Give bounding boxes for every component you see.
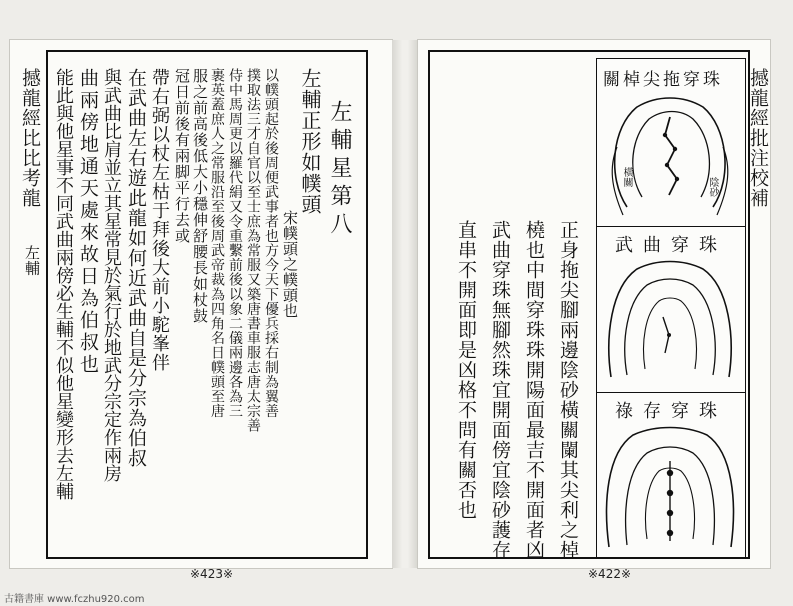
text-column-1: 左輔正形如幞頭 [298, 68, 322, 215]
text-column-6: 能此與他星事不同武曲兩傍必生輔不似他星變形去左輔 [53, 68, 74, 500]
right-edge-label: 撼龍經批注校補 [747, 68, 769, 208]
diagram-label-left: 橫關 [621, 167, 632, 187]
left-page-number: ※423※ [190, 567, 234, 581]
mountain-sketch-icon [597, 87, 743, 227]
annotation-column-5: 裹英蓋庶人之常服沿至後周武帝裁為四角名日幞頭至唐 [209, 68, 225, 419]
commentary-column-4: 直串不開面即是凶格不問有關否也 [455, 220, 477, 520]
chapter-title: 左輔星第八 [327, 100, 352, 240]
annotation-column-6: 服之前高後低大小穩伸舒腰長如杖鼓 [191, 68, 209, 324]
annotation-column-4: 侍中馬周更以羅代絹又令重繫前後以象二儀兩邊各為三 [227, 68, 243, 419]
text-column-3: 在武曲左右遊此龍如何近武曲自是分宗為伯叔 [125, 68, 147, 468]
diagram-title: 祿存穿珠 [615, 401, 727, 422]
diagram-title: 武曲穿珠 [615, 235, 727, 256]
annotation-column-7: 冠日前後有兩脚平行去或 [173, 68, 191, 244]
left-side-label: 左輔 [23, 245, 41, 276]
diagram-lucun [596, 392, 746, 558]
diagram-title: 關棹尖拖穿珠 [603, 70, 723, 90]
mountain-sketch-icon [597, 423, 743, 557]
annotation-column-1: 宋幞頭之幞頭也 [281, 210, 299, 319]
text-column-2: 帶右弼以杖左枯于拜後大前小駝峯伴 [149, 68, 170, 372]
left-page [10, 40, 392, 581]
book-gutter [392, 40, 418, 568]
text-column-5: 曲兩傍地通天處來故日為伯叔也 [77, 68, 99, 376]
site-watermark: 古籍書庫 www.fczhu920.com [4, 594, 145, 605]
text-column-4: 與武曲比肩並立其星常見於氣行於地武分宗定作兩房 [101, 68, 122, 482]
mountain-sketch-icon [597, 257, 743, 391]
annotation-column-2: 以幞頭起於後周便武事者也方今天下優兵採右制為翼善 [263, 68, 279, 419]
diagram-wuqu [596, 226, 746, 394]
left-edge-label: 撼龍經比比考龍 [19, 68, 41, 208]
commentary-column-3: 武曲穿珠無腳然珠宜開面傍宜陰砂䕶存 [489, 220, 511, 560]
annotation-column-3: 撲取法三才自官以至士庶為常服又築唐書車服志唐太宗善 [245, 68, 261, 433]
commentary-column-2: 橈也中間穿珠珠開陽面最吉不開面者凶 [523, 220, 545, 560]
right-page [418, 40, 770, 581]
diagram-guan-zhao [596, 58, 746, 228]
commentary-column-1: 正身拖尖腳兩邊陰砂橫關闌其尖利之棹 [557, 220, 579, 560]
diagram-label-right: 陰砂 [707, 177, 718, 197]
right-page-number: ※422※ [588, 567, 632, 581]
